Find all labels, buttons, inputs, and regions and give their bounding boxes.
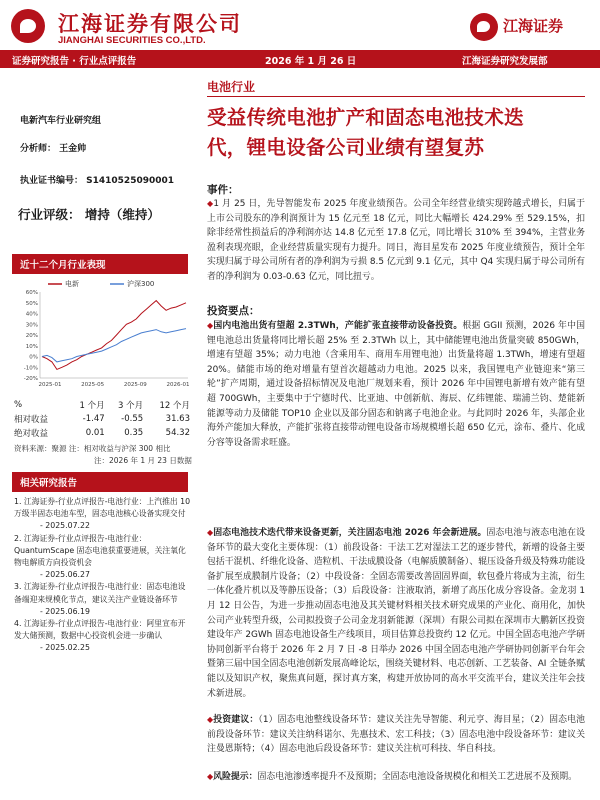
- point-1: [207, 319, 585, 450]
- related-section-header: 相关研究报告: [12, 472, 188, 492]
- header-bar: [0, 50, 600, 68]
- company-logo-small-text: 江海证券: [503, 17, 564, 35]
- point-1-lead: 国内电池出货有望超 2.3TWh，产能扩张直接带动设备投资。: [213, 321, 463, 331]
- chart-source: 资料来源：聚源 注：相对收益与沪深 300 相比: [14, 444, 171, 453]
- series-line-hs300: [42, 329, 186, 362]
- table-row: [14, 412, 190, 426]
- table-row: [14, 426, 190, 440]
- point-2-lead: 固态电池技术迭代带来设备更新，关注固态电池 2026 年会新进展。: [213, 528, 487, 538]
- row-label: 相对收益: [14, 415, 49, 425]
- table-cell: 54.32: [165, 428, 190, 438]
- cert-number: 执业证书编号： S1410525090001: [20, 176, 175, 186]
- y-axis-ticks: [24, 290, 38, 382]
- report-date: 2026 年 1 月 26 日: [265, 56, 357, 67]
- y-tick-label: 50%: [25, 300, 38, 307]
- related-report-date: - 2025.02.25: [40, 643, 90, 653]
- related-report-title[interactable]: 4. 江海证券-行业点评报告-电池行业：阿里宣布开发大储预测，数据中心投资机会进一步确认: [14, 619, 186, 641]
- point-4-lead: 风险提示：: [213, 772, 258, 782]
- point-1-text: 根据 GGII 预测，2026 年中国锂电池总出货量将同比增长超 25% 至 2.3TWh 以上，其中储能锂电池出货量突破 850GWh，增速有望超 35%；动力电池（含乘用车、商用车用锂电池）出货量将超 1.3TWh，增速有望超 20%。储能市场的绝对增量有望首次超越动力电池。2025 以来，我国锂电产业链迎来“第三轮”扩产周期，通过设备招标情况及电池厂规划来看，预计 2026 年中国锂电新增有效产能有望超 700GWh，主要集中于宁德时代、比亚迪、中创新航、海辰、亿纬锂能、瑞浦兰钧、楚能新能源等动力及储能 TOP10 企业以及部分固态和钠离子电池企业。与此同时 2026 年，头部企业海外产能加大释放，产能扩张将直接带动锂电设备市场规模增长超 650 亿元，涂布、叠片、化成分容等设备需求旺盛。: [207, 321, 585, 448]
- related-report-title[interactable]: 2. 江海证券-行业点评报告-电池行业：QuantumScape 固态电池获重要进展，关注氧化物电解质方向投资机会: [14, 533, 186, 568]
- table-header-cell: 3 个月: [118, 401, 144, 411]
- table-cell: -1.47: [82, 414, 105, 424]
- point-3-lead: 投资建议：: [213, 715, 259, 725]
- x-tick-label: 2025-05: [81, 382, 105, 388]
- diamond-bullet-icon: ◆: [207, 715, 214, 724]
- events-heading: 事件：: [207, 184, 239, 196]
- diamond-bullet-icon: ◆: [207, 528, 214, 537]
- y-tick-label: 40%: [25, 311, 38, 318]
- related-report-item[interactable]: [14, 618, 192, 655]
- y-tick-label: 30%: [25, 322, 38, 329]
- industry-rating: 行业评级： 增持（维持）: [18, 207, 160, 222]
- diamond-bullet-icon: ◆: [207, 199, 214, 208]
- report-title-line-1: 受益传统电池扩产和固态电池技术迭: [207, 106, 524, 129]
- y-tick-label: -20%: [23, 376, 38, 382]
- point-4: [207, 770, 585, 785]
- y-tick-label: -10%: [23, 365, 38, 372]
- related-report-item[interactable]: [14, 533, 192, 582]
- chart-legend: [48, 279, 154, 288]
- table-header-cell: %: [14, 400, 23, 410]
- industry-label: 电池行业: [207, 80, 256, 94]
- analyst: 分析师： 王金帅: [20, 144, 87, 154]
- table-cell: 0.35: [124, 428, 144, 438]
- related-report-title[interactable]: 1. 江海证券-行业点评报告-电池行业：上汽推出 10 万级半固态电池车型，固态电池核心设备实现交付: [14, 497, 191, 519]
- x-tick-label: 2025-09: [123, 382, 147, 388]
- legend-label-dianxin: 电新: [65, 280, 79, 288]
- point-2-text: 固态电池与液态电池在设备环节的最大变化主要体现：（1）前段设备：干法工艺对湿法工艺的逐步替代，新增的设备主要包括干混机、纤维化设备、造粒机、干法成膜设备（电解质膜制备）、辊压设备升级及特殊功能设备扩展至成膜制片设备；（2）中段设备：全固态需要改善固固界面，软包叠片将成为主流，衍生一体化叠片机以及等静压设备；（3）后段设备：注液取消，新增了高压化成分容设备。金龙羽 1 月 12 日公告，为进一步推动固态电池及其关键材料相关技术研究成果的产业化、商用化，加快公司产业转型升级，公司拟投资子公司金龙羽新能源（深圳）有限公司拟在深圳市大鹏新区投资建设年产 2GWh 固态电池设备生产线项目，项目估算总投资约 12 亿元。中国全固态电池产学研协同创新平台将于 2026 年 2 月 7 日 -8 日举办 2026 中国全固态电池产学研协同创新平台年会暨第三届中国全固态电池创新发展高峰论坛，围绕关键材料、电芯创新、工艺装备、AI 全链条赋能以及知识产权，聚焦真问题，探讨真方案，构建开放协同的高水平交流平台，建议关注年会技术新进展。: [207, 528, 585, 699]
- table-header-row: [14, 398, 190, 412]
- row-label: 绝对收益: [14, 429, 49, 439]
- report-title: [207, 103, 585, 163]
- y-tick-label: 60%: [25, 290, 38, 296]
- events-text: 1 月 25 日，先导智能发布 2025 年度业绩预告。公司全年经营业绩实现跨越式增长，归属于上市公司股东的净利润预计为 15 亿元至 18 亿元，同比大幅增长 424.29% 至 529.15%，扣除非经常性损益后的净利润亦达 14.8 亿元至 17.8 亿元，同比增长 310% 至 394%，主营业务盈利表现亮眼，企业经营质量实现有力提升。同日，海目星发布 2025 年度业绩预告，预计全年实现归属于母公司所有者的净利润为亏损 8.5 亿元到 9.1 亿元，其中 Q4 实现归属于母公司所有者的净利润为 0.03-0.63 亿元，同比扭亏。: [207, 199, 585, 282]
- diamond-bullet-icon: ◆: [207, 321, 214, 330]
- y-tick-label: 10%: [25, 343, 38, 350]
- point-3-text: （1）固态电池整线设备环节：建议关注先导智能、利元亨、海目星；（2）固态电池前段设备环节：建议关注纳科诺尔、先惠技术、宏工科技；（3）固态电池中段设备环节：建议关注曼恩斯特；（4）固态电池后段设备环节：建议关注杭可科技、华自科技。: [207, 715, 586, 755]
- point-3: [207, 713, 585, 757]
- report-title-line-2: 代，锂电设备公司业绩有望复苏: [207, 136, 485, 159]
- related-report-date: - 2025.06.19: [40, 606, 90, 616]
- point-4-text: 固态电池渗透率提升不及预期；全固态电池设备规模化和相关工艺进展不及预期。: [257, 772, 578, 782]
- legend-label-hs300: 沪深300: [127, 280, 155, 288]
- diamond-bullet-icon: ◆: [207, 772, 214, 781]
- points-heading: 投资要点：: [207, 305, 260, 317]
- table-cell: 0.01: [85, 428, 105, 438]
- company-name-en: JIANGHAI SECURITIES CO.,LTD.: [58, 35, 206, 46]
- y-tick-label: 0%: [29, 354, 38, 361]
- research-team: 电新汽车行业研究组: [20, 116, 102, 126]
- x-tick-label: 2026-01: [166, 382, 190, 388]
- report-type: 证券研究报告 · 行业点评报告: [12, 56, 137, 67]
- x-axis-ticks: [39, 382, 190, 388]
- company-name-cn: 江海证券有限公司: [58, 11, 242, 36]
- events-paragraph: [207, 197, 585, 285]
- point-2: [207, 526, 585, 701]
- chart-note-date: 注：2026 年 1 月 23 日数据: [94, 456, 192, 465]
- related-report-title[interactable]: 3. 江海证券-行业点评报告-电池行业：固态电池设备端迎来规模化节点，建议关注产业链设备环节: [14, 582, 186, 604]
- related-report-item[interactable]: [14, 496, 192, 533]
- department: 江海证券研究发展部: [462, 56, 548, 67]
- table-cell: -0.55: [121, 414, 144, 424]
- industry-performance-chart: [12, 276, 192, 394]
- related-report-date: - 2025.06.27: [40, 570, 90, 580]
- company-logo-small-icon: [470, 13, 498, 41]
- table-cell: 31.63: [165, 414, 190, 424]
- related-report-item[interactable]: [14, 581, 192, 618]
- table-header-cell: 1 个月: [79, 401, 105, 411]
- series-line-dianxin: [42, 301, 186, 370]
- title-divider: [207, 96, 585, 97]
- x-tick-label: 2025-01: [38, 382, 62, 388]
- chart-section-header: 近十二个月行业表现: [12, 254, 188, 274]
- company-logo-icon: [11, 9, 45, 43]
- table-header-cell: 12 个月: [159, 401, 190, 411]
- related-report-date: - 2025.07.22: [40, 521, 90, 531]
- performance-table: [14, 398, 190, 440]
- related-reports-list: [14, 496, 192, 655]
- y-tick-label: 20%: [25, 333, 38, 339]
